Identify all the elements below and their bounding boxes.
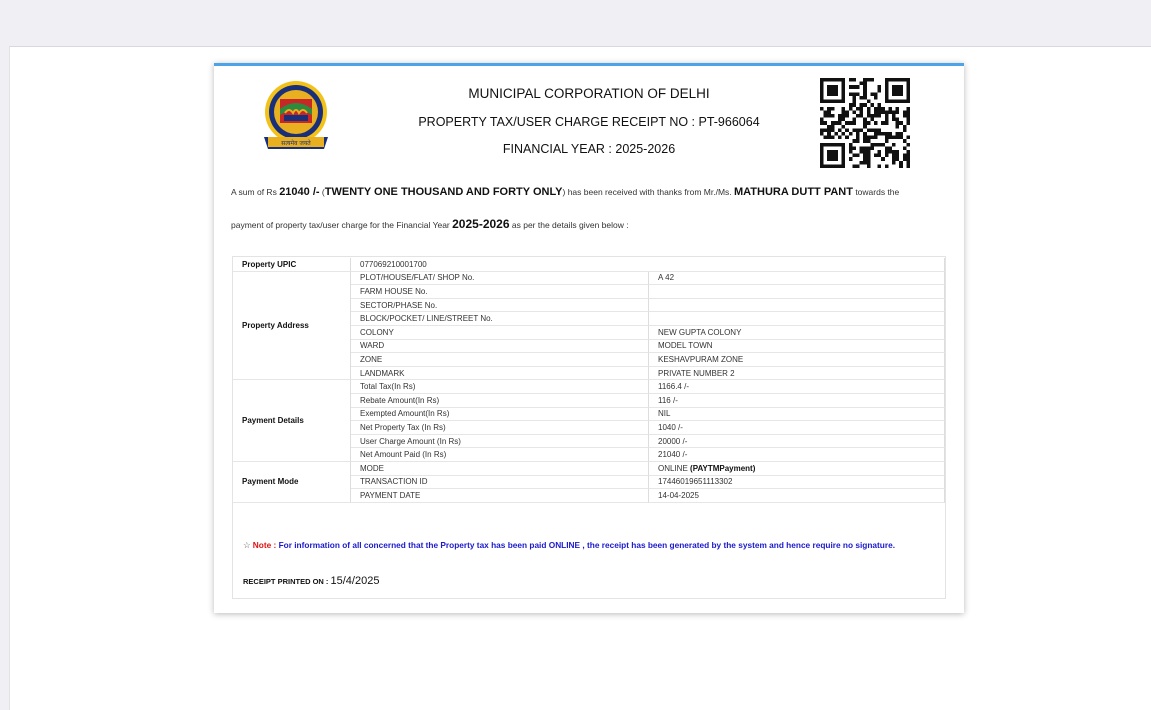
field-label: PAYMENT DATE	[351, 489, 649, 503]
field-label: PLOT/HOUSE/FLAT/ SHOP No.	[351, 272, 649, 286]
field-value: ONLINE (PAYTMPayment)	[649, 462, 945, 476]
section-label: Payment Mode	[233, 462, 351, 503]
payer-name: MATHURA DUTT PANT	[734, 186, 853, 198]
field-label: Net Amount Paid (In Rs)	[351, 448, 649, 462]
printed-date: 15/4/2025	[330, 575, 380, 587]
field-value: 17446019651113302	[649, 476, 945, 490]
field-label: Total Tax(In Rs)	[351, 380, 649, 394]
field-label: WARD	[351, 340, 649, 354]
field-label: COLONY	[351, 326, 649, 340]
receipt-number: PROPERTY TAX/USER CHARGE RECEIPT NO : PT-966064	[418, 115, 760, 129]
statement-year: 2025-2026	[452, 217, 510, 231]
field-label: Rebate Amount(In Rs)	[351, 394, 649, 408]
field-value: 1166.4 /-	[649, 380, 945, 394]
section-label: Property Address	[233, 272, 351, 381]
receipt-statement-line2: payment of property tax/user charge for the Financial Year 2025-2026 as per the details given below :	[231, 217, 629, 231]
star-icon: ☆	[243, 540, 251, 550]
receipt-printed-on: RECEIPT PRINTED ON : 15/4/2025	[243, 575, 380, 587]
field-value: 20000 /-	[649, 435, 945, 449]
table-row	[233, 258, 945, 272]
note-label: Note :	[252, 540, 277, 550]
table-row	[233, 272, 945, 286]
amount-figure: 21040 /-	[279, 186, 320, 198]
system-note	[243, 539, 933, 551]
field-value	[649, 312, 945, 326]
field-label: User Charge Amount (In Rs)	[351, 435, 649, 449]
field-value: PRIVATE NUMBER 2	[649, 367, 945, 381]
field-value: NEW GUPTA COLONY	[649, 326, 945, 340]
amount-in-words: TWENTY ONE THOUSAND AND FORTY ONLY	[324, 186, 563, 198]
field-value: MODEL TOWN	[649, 340, 945, 354]
field-value: 116 /-	[649, 394, 945, 408]
field-label: TRANSACTION ID	[351, 476, 649, 490]
table-row	[233, 380, 945, 394]
field-label: FARM HOUSE No.	[351, 285, 649, 299]
tax-receipt	[214, 63, 964, 613]
field-value: 14-04-2025	[649, 489, 945, 503]
qr-code	[820, 78, 910, 168]
field-value: A 42	[649, 272, 945, 286]
upic-value: 077069210001700	[351, 258, 945, 272]
field-label: BLOCK/POCKET/ LINE/STREET No.	[351, 312, 649, 326]
table-row	[233, 462, 945, 476]
field-value: 1040 /-	[649, 421, 945, 435]
field-label: SECTOR/PHASE No.	[351, 299, 649, 313]
field-label: Net Property Tax (In Rs)	[351, 421, 649, 435]
details-box	[232, 256, 946, 599]
field-value	[649, 285, 945, 299]
logo-motto: सत्यमेव जयते	[281, 140, 311, 147]
field-label: MODE	[351, 462, 649, 476]
org-name: MUNICIPAL CORPORATION OF DELHI	[468, 86, 710, 101]
field-value: KESHAVPURAM ZONE	[649, 353, 945, 367]
field-label: LANDMARK	[351, 367, 649, 381]
field-value: NIL	[649, 408, 945, 422]
financial-year: FINANCIAL YEAR : 2025-2026	[502, 142, 676, 156]
field-value: 21040 /-	[649, 448, 945, 462]
section-label: Property UPIC	[233, 258, 351, 272]
receipt-statement-line1: A sum of Rs 21040 /- (TWENTY ONE THOUSAND AND FORTY ONLY) has been received with thanks from Mr./Ms. MATHURA DUTT PANT towards the	[231, 186, 900, 198]
field-label: ZONE	[351, 353, 649, 367]
note-text: For information of all concerned that the Property tax has been paid ONLINE , the receipt has been generated by the system and hence require no signature.	[276, 540, 895, 550]
field-value	[649, 299, 945, 313]
property-details-table	[233, 258, 945, 503]
field-label: Exempted Amount(In Rs)	[351, 408, 649, 422]
mcd-emblem-logo	[258, 79, 334, 159]
section-label: Payment Details	[233, 380, 351, 462]
